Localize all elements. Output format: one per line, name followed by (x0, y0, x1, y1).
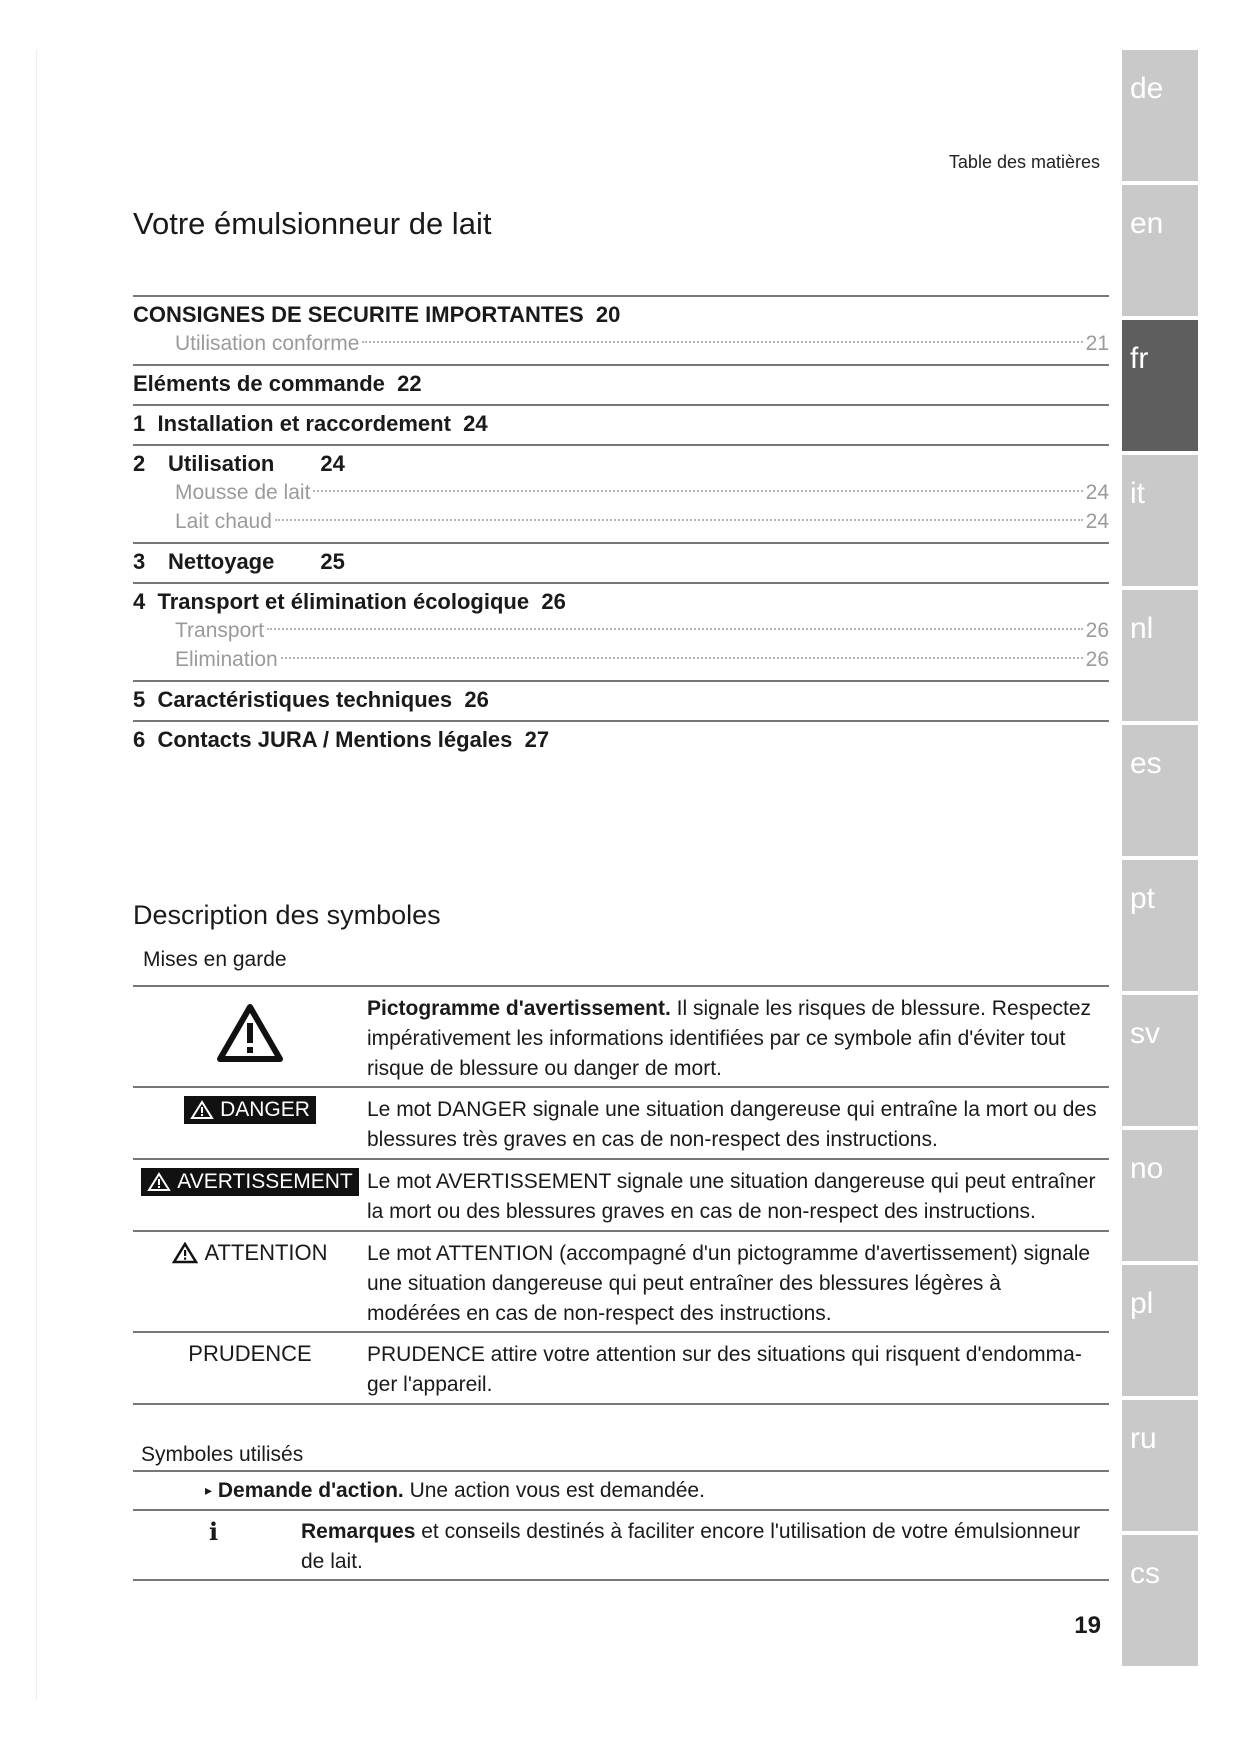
info-icon: i (209, 1517, 219, 1546)
toc-entry-number: 6 (133, 727, 146, 752)
toc-section (133, 584, 1109, 682)
toc-entry-number: 3 (133, 549, 146, 574)
table-row (133, 1088, 1109, 1160)
avertissement-badge-cell (133, 1160, 367, 1230)
toc-entry-page: 25 (320, 549, 345, 574)
danger-description: Le mot DANGER signale une situation dangereuse qui entraîne la mort ou des blessures très graves en cas de non-respect des instructions. (367, 1098, 1097, 1151)
toc-section (133, 406, 1109, 446)
toc-entry-page: 26 (464, 687, 489, 712)
attention-cell (133, 1232, 367, 1331)
used-symbols-table (133, 1470, 1109, 1581)
toc-subentry[interactable] (133, 478, 1109, 507)
table-row (133, 1160, 1109, 1232)
danger-badge (184, 1096, 316, 1124)
toc-entry-title: Nettoyage (168, 549, 275, 574)
tab-es[interactable]: es (1122, 725, 1198, 856)
toc-entry[interactable] (133, 548, 1109, 576)
tab-fr[interactable]: fr (1122, 320, 1198, 451)
avertissement-badge (141, 1168, 358, 1196)
left-margin-rule (36, 50, 37, 1700)
toc-entry-title: Contacts JURA / Mentions légales (157, 727, 513, 752)
toc-subentry[interactable] (133, 616, 1109, 645)
tab-no[interactable]: no (1122, 1130, 1198, 1261)
toc-subentry-page: 24 (1085, 510, 1109, 533)
toc-entry-number: 2 (133, 451, 146, 476)
toc-entry[interactable] (133, 370, 1109, 398)
toc-entry[interactable] (133, 301, 1109, 329)
tab-pl[interactable]: pl (1122, 1265, 1198, 1396)
toc-entry-page: 20 (595, 302, 621, 327)
toc-entry-page: 22 (397, 371, 422, 396)
toc-entry-number: 5 (133, 687, 146, 712)
toc-subentry-label: Utilisation conforme (175, 332, 360, 355)
tab-de[interactable]: de (1122, 50, 1198, 181)
table-row (133, 1511, 1109, 1581)
toc-entry-title: CONSIGNES DE SECURITE IMPORTANTES (133, 302, 584, 327)
leader-dots (281, 657, 1083, 659)
toc-entry-title: Installation et raccordement (157, 411, 451, 436)
toc-subentry[interactable] (133, 507, 1109, 536)
toc-subentry-page: 24 (1085, 481, 1109, 504)
warning-triangle-icon (190, 1100, 214, 1120)
toc-entry-page: 27 (524, 727, 550, 752)
info-description (301, 1517, 1109, 1579)
prudence-description: PRUDENCE attire votre attention sur des situations qui risquent d'endomma-ger l'appareil. (367, 1343, 1082, 1396)
toc-entry-page: 26 (541, 589, 566, 614)
toc-entry[interactable] (133, 726, 1109, 754)
toc-entry-title: Transport et élimination écologique (157, 589, 530, 614)
action-arrow-icon: ▸ (205, 1482, 213, 1498)
toc-subentry-label: Lait chaud (175, 510, 272, 533)
leader-dots (267, 628, 1083, 630)
danger-label: DANGER (220, 1098, 310, 1121)
toc-section (133, 446, 1109, 544)
tab-cs[interactable]: cs (1122, 1535, 1198, 1666)
warning-term: Pictogramme d'avertissement. (367, 997, 671, 1020)
toc-subentry-page: 26 (1085, 619, 1109, 642)
section-label: Table des matières (948, 152, 1100, 172)
tab-sv[interactable]: sv (1122, 995, 1198, 1126)
warning-triangle-icon (217, 1003, 283, 1063)
warnings-table (133, 985, 1109, 1405)
tab-pt[interactable]: pt (1122, 860, 1198, 991)
page-number: 19 (1074, 1612, 1101, 1639)
table-row (133, 1333, 1109, 1405)
toc-entry-page: 24 (463, 411, 488, 436)
page-title: Votre émulsionneur de lait (133, 206, 492, 241)
leader-dots (313, 490, 1082, 492)
warning-description (367, 987, 1109, 1086)
leader-dots (362, 341, 1082, 343)
warning-pictogram-cell (133, 987, 367, 1086)
prudence-label: PRUDENCE (188, 1341, 312, 1366)
toc-section (133, 544, 1109, 584)
toc-entry-page: 24 (320, 451, 345, 476)
table-row (133, 1472, 1109, 1511)
tab-en[interactable]: en (1122, 185, 1198, 316)
warning-triangle-icon (172, 1242, 198, 1264)
used-text: et conseils destinés à faciliter encore l'utilisation de votre émulsionneur de lait. (301, 1520, 1081, 1573)
toc-entry[interactable] (133, 450, 1109, 478)
warning-text: Il signale les risques de blessure. Respectez impérativement les informations identifiées par ce symbole afin d'éviter tout risque de blessure ou danger de mort. (367, 997, 1092, 1080)
toc-subentry-page: 26 (1085, 648, 1109, 671)
toc-section (133, 297, 1109, 366)
symbols-heading: Description des symboles (133, 900, 441, 930)
used-text: Une action vous est demandée. (403, 1479, 705, 1502)
toc-subentry-page: 21 (1085, 332, 1109, 355)
toc-section (133, 366, 1109, 406)
toc-subentry-label: Elimination (175, 648, 278, 671)
toc-entry-number: 1 (133, 411, 146, 436)
attention-description: Le mot ATTENTION (accompagné d'un pictogramme d'avertissement) signale une situation dangereuse qui peut entraîner des blessures légères à modérées en cas de non-respect des instructions. (367, 1242, 1091, 1325)
toc-entry[interactable] (133, 686, 1109, 714)
attention-label: ATTENTION (204, 1240, 328, 1265)
toc-entry[interactable] (133, 410, 1109, 438)
warning-triangle-icon (147, 1172, 171, 1192)
used-term: Remarques (301, 1520, 416, 1543)
table-row (133, 1232, 1109, 1333)
toc-section (133, 722, 1109, 760)
toc-subentry-label: Transport (175, 619, 265, 642)
toc-subentry[interactable] (133, 645, 1109, 674)
toc-entry-title: Eléments de commande (133, 371, 385, 396)
toc-entry-title: Utilisation (168, 451, 275, 476)
language-tabs (1122, 50, 1198, 1670)
table-of-contents (133, 295, 1109, 760)
toc-subentry[interactable] (133, 329, 1109, 358)
toc-section (133, 682, 1109, 722)
table-row (133, 987, 1109, 1088)
prudence-cell (133, 1333, 367, 1403)
used-symbols-heading: Symboles utilisés (141, 1443, 304, 1466)
avertissement-description: Le mot AVERTISSEMENT signale une situation dangereuse qui peut entraîner la mort ou des blessures graves en cas de non-respect des instructions. (367, 1170, 1096, 1223)
toc-entry[interactable] (133, 588, 1109, 616)
toc-subentry-label: Mousse de lait (175, 481, 311, 504)
danger-badge-cell (133, 1088, 367, 1158)
toc-entry-title: Caractéristiques techniques (157, 687, 453, 712)
warnings-heading: Mises en garde (143, 948, 287, 971)
tab-nl[interactable]: nl (1122, 590, 1198, 721)
toc-entry-number: 4 (133, 589, 146, 614)
tab-it[interactable]: it (1122, 455, 1198, 586)
avertissement-label: AVERTISSEMENT (177, 1170, 353, 1193)
tab-ru[interactable]: ru (1122, 1400, 1198, 1531)
attention-marker (172, 1240, 327, 1266)
used-term: Demande d'action. (217, 1479, 404, 1502)
leader-dots (275, 519, 1083, 521)
